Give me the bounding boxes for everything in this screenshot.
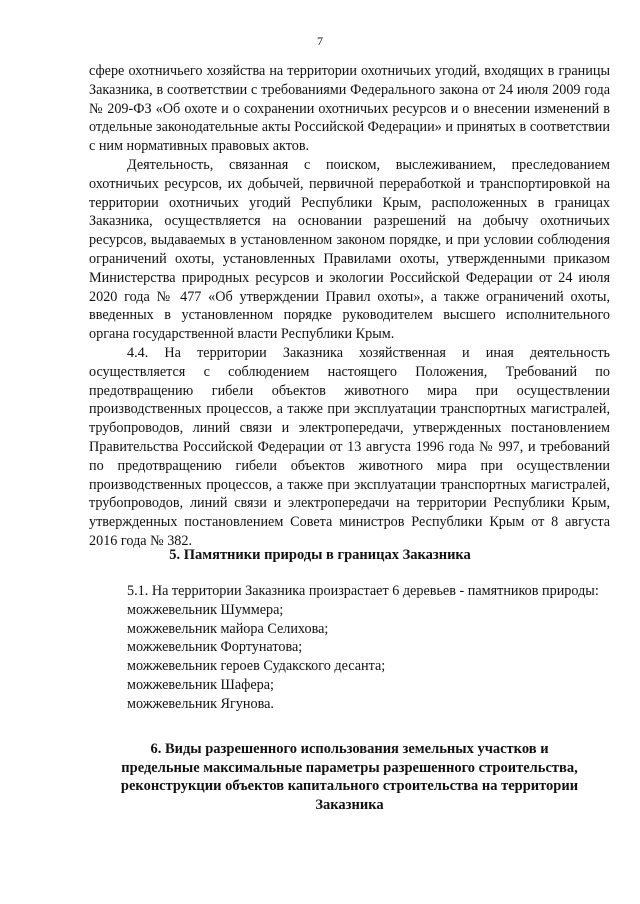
nature-monuments-list [89,601,610,714]
section-5-heading: 5. Памятники природы в границах Заказника [169,547,471,563]
list-item: можжевельник Фортунатова; [127,639,303,656]
paragraph-4-4: 4.4. На территории Заказника хозяйственная и иная деятельность осуществляется с соблюдением настоящего Положения, Требований по предотвращению гибели объектов животного мира при осуществлении производственных процессов, а также при эксплуатации транспортных магистралей, трубопроводов, линий связи и электропередачи, утвержденных постановлением Правительства Российской Федерации от 13 августа 1996 года № 997, и требований по предотвращению гибели объектов животного мира при осуществлении производственных процессов, а также при эксплуатации транспортных магистралей, трубопроводов, линий связи и электропередачи на территории Республики Крым, утвержденных постановлением Совета министров Республики Крым от 8 августа 2016 года № 382. [89,344,610,549]
list-item: можжевельник героев Судакского десанта; [127,658,386,675]
paragraph-continuation: сфере охотничьего хозяйства на территории охотничьих угодий, входящих в границы Заказника, в соответствии с требованиями Федерального закона от 24 июля 2009 года № 209-ФЗ «Об охоте и о сохранении охотничьих ресурсов и о внесении изменений в отдельные законодательные акты Российской Федерации» и принятых в соответствии с ним нормативных правовых актов. [89,63,610,155]
section-6-heading [89,740,610,814]
page-number: 7 [317,34,323,48]
paragraph-hunting-activity: Деятельность, связанная с поиском, выслеживанием, преследованием охотничьих ресурсов, их добычей, первичной переработкой и транспортировкой на территории охотничьих угодий Республики Крым, расположенных в границах Заказника, осуществляется на основании разрешений на добычу охотничьих ресурсов, выдаваемых в установленном законом порядке, и при условии соблюдения ограничений охоты, установленных Правилами охоты, утвержденными приказом Министерства природных ресурсов и экологии Российской Федерации от 24 июля 2020 года № 477 «Об утверждении Правил охоты», а также ограничений охоты, введенных в установленном порядке руководителем высшего исполнительного органа государственной власти Республики Крым. [89,156,610,343]
list-item: можжевельник Шуммера; [127,601,284,618]
section-5-1 [89,582,610,714]
section-6-heading-line: реконструкции объектов капитального строительства на территории [120,778,579,795]
section-6-heading-line: 6. Виды разрешенного использования земельных участков и [150,741,549,757]
section-6-heading-line: предельные максимальные параметры разрешенного строительства, [121,759,578,776]
list-item: можжевельник Ягунова. [127,695,274,712]
section-4-text [89,62,610,551]
section-5-1-intro: 5.1. На территории Заказника произрастает 6 деревьев - памятников природы: [127,583,599,599]
list-item: можжевельник Шафера; [127,676,274,693]
list-item: можжевельник майора Селихова; [127,620,329,637]
section-6-heading-line: Заказника [315,796,384,813]
